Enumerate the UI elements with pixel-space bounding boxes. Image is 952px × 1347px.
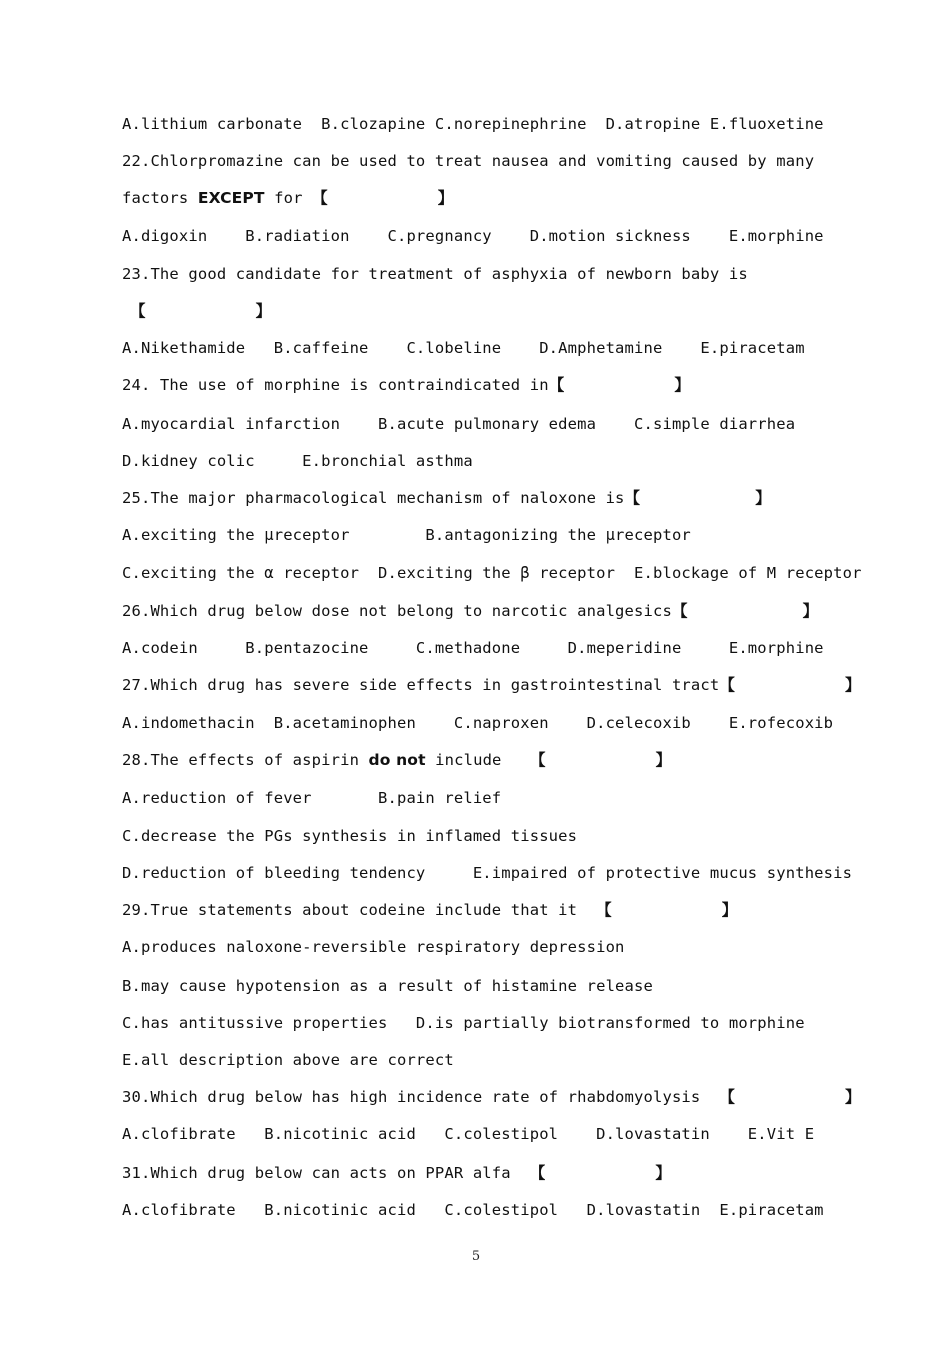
q28-stem	[122, 749, 842, 771]
q22-answer-bracket-open: 【	[312, 189, 328, 207]
q29-option-a: A.produces naloxone-reversible respiratory depression	[122, 938, 625, 956]
q30-options: A.clofibrate B.nicotinic acid C.colestipol D.lovastatin E.Vit E	[122, 1125, 815, 1143]
q27-stem	[122, 674, 861, 696]
q27-options: A.indomethacin B.acetaminophen C.naproxen D.celecoxib E.rofecoxib	[122, 714, 834, 732]
q31-answer-bracket-open: 【	[529, 1164, 546, 1182]
q27-stem-text: 27.Which drug has severe side effects in gastrointestinal tract	[122, 676, 720, 694]
q28-options-line2: C.decrease the PGs synthesis in inflamed tissues	[122, 827, 578, 845]
q22-stem-text-for: for	[264, 189, 313, 207]
q25-options-line1: A.exciting the μreceptor B.antagonizing the μreceptor	[122, 526, 691, 544]
q23-stem: 23.The good candidate for treatment of asphyxia of newborn baby is	[122, 265, 748, 283]
q23-answer-bracket-open: 【	[130, 302, 146, 320]
q26-stem	[122, 600, 842, 622]
q30-stem-text: 30.Which drug below has high incidence rate of rhabdomyolysis	[122, 1088, 720, 1106]
q26-answer-bracket-close: 】	[802, 602, 819, 620]
q28-stem-text-include: include	[425, 751, 530, 769]
q31-stem	[122, 1162, 842, 1184]
q25-stem	[122, 487, 842, 509]
q22-answer-bracket-close: 】	[437, 189, 454, 207]
q31-answer-bracket-close: 】	[655, 1164, 672, 1182]
q29-answer-bracket-close: 】	[721, 901, 738, 919]
q27-answer-bracket-open: 【	[719, 676, 736, 694]
q22-stem-line2	[122, 187, 842, 209]
q28-answer-bracket-open: 【	[529, 751, 546, 769]
q28-answer-bracket-close: 】	[655, 751, 672, 769]
q22-stem-text: factors	[122, 189, 198, 207]
q29-option-b: B.may cause hypotension as a result of histamine release	[122, 977, 653, 995]
q28-do-not-emphasis: do not	[368, 751, 426, 769]
q23-answer-bracket-close: 】	[255, 302, 272, 320]
q31-stem-text: 31.Which drug below can acts on PPAR alfa	[122, 1164, 530, 1182]
q28-stem-text: 28.The effects of aspirin	[122, 751, 369, 769]
q30-stem	[122, 1086, 861, 1108]
q25-options-line2: C.exciting the α receptor D.exciting the β receptor E.blockage of M receptor	[122, 564, 862, 582]
q28-options-line3: D.reduction of bleeding tendency E.impaired of protective mucus synthesis	[122, 864, 853, 882]
q24-options-line2: D.kidney colic E.bronchial asthma	[122, 452, 473, 470]
q25-answer-bracket-open: 【	[624, 489, 641, 507]
q29-stem	[122, 899, 842, 921]
q29-options-c-d: C.has antitussive properties D.is partially biotransformed to morphine	[122, 1014, 805, 1032]
q29-stem-text: 29.True statements about codeine include that it	[122, 901, 597, 919]
q24-answer-bracket-open: 【	[548, 376, 565, 394]
q29-option-e: E.all description above are correct	[122, 1051, 454, 1069]
q26-options: A.codein B.pentazocine C.methadone D.meperidine E.morphine	[122, 639, 824, 657]
q23-options: A.Nikethamide B.caffeine C.lobeline D.Amphetamine E.piracetam	[122, 339, 805, 357]
q22-options: A.digoxin B.radiation C.pregnancy D.motion sickness E.morphine	[122, 227, 824, 245]
q30-answer-bracket-open: 【	[719, 1088, 736, 1106]
q24-options-line1: A.myocardial infarction B.acute pulmonary edema C.simple diarrhea	[122, 415, 796, 433]
q28-options-line1: A.reduction of fever B.pain relief	[122, 789, 502, 807]
q22-except-emphasis: EXCEPT	[197, 189, 265, 207]
q30-answer-bracket-close: 】	[845, 1088, 861, 1106]
q26-stem-text: 26.Which drug below dose not belong to narcotic analgesics	[122, 602, 672, 620]
q24-stem-text: 24. The use of morphine is contraindicated in	[122, 376, 549, 394]
q29-answer-bracket-open: 【	[596, 901, 612, 919]
q31-options: A.clofibrate B.nicotinic acid C.colestipol D.lovastatin E.piracetam	[122, 1201, 824, 1219]
q24-stem	[122, 374, 842, 396]
q24-answer-bracket-close: 】	[674, 376, 690, 394]
q22-stem-line1: 22.Chlorpromazine can be used to treat nausea and vomiting caused by many	[122, 152, 815, 170]
q27-answer-bracket-close: 】	[845, 676, 861, 694]
q25-stem-text: 25.The major pharmacological mechanism of naloxone is	[122, 489, 625, 507]
q25-answer-bracket-close: 】	[755, 489, 771, 507]
q26-answer-bracket-open: 【	[671, 602, 688, 620]
page-number: 5	[471, 1249, 481, 1264]
q23-answer-line	[122, 300, 842, 322]
q21-options: A.lithium carbonate B.clozapine C.norepinephrine D.atropine E.fluoxetine	[122, 115, 824, 133]
